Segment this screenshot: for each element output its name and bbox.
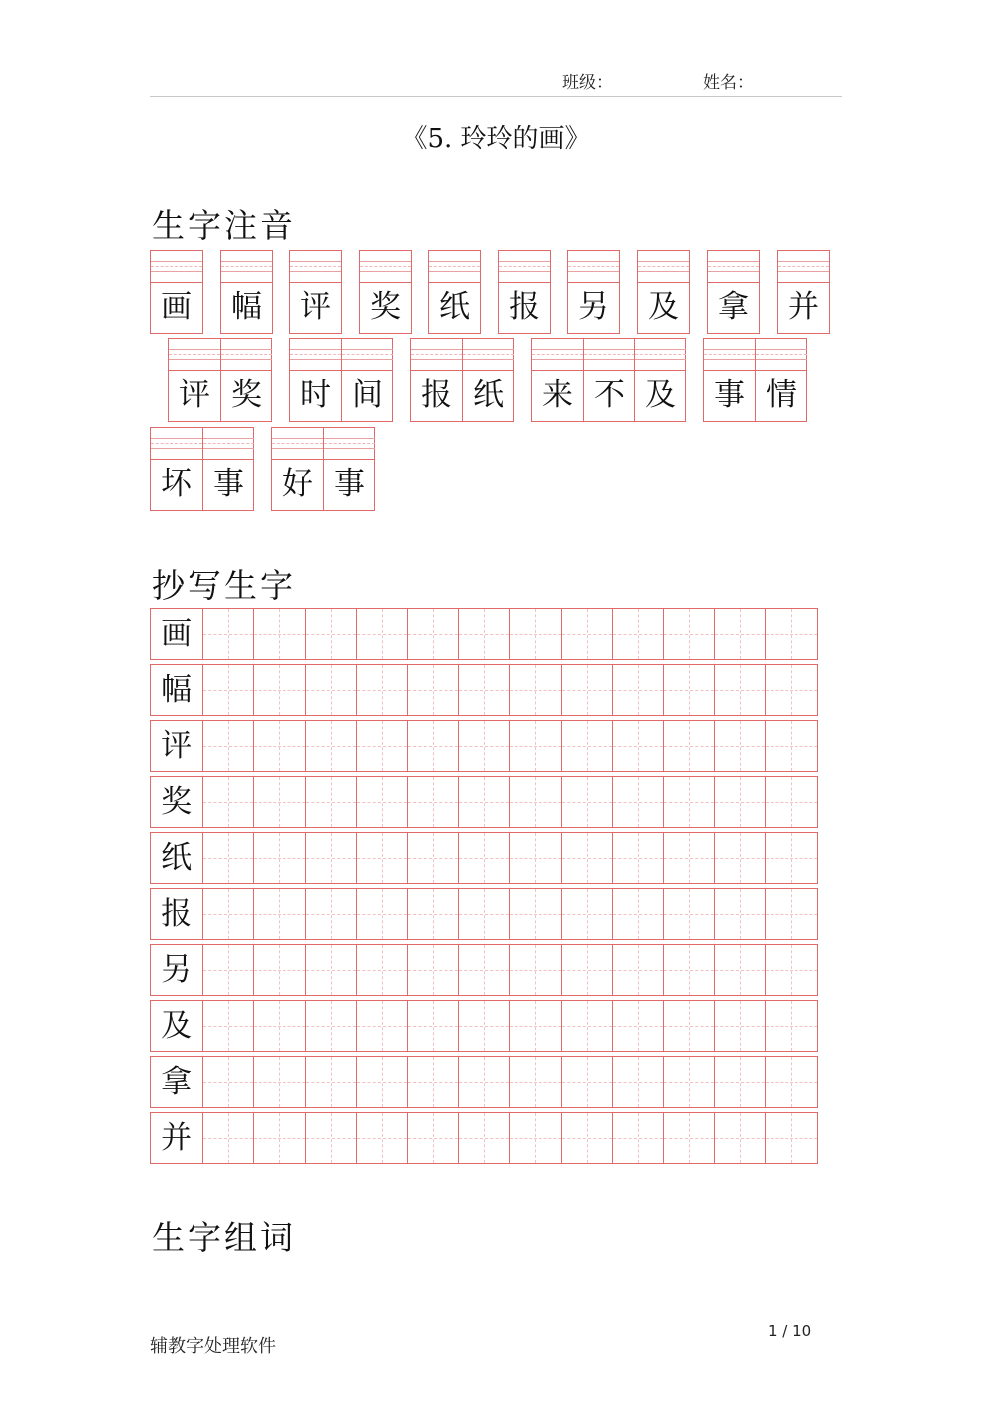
practice-cell[interactable] [765, 777, 816, 827]
pinyin-writing-lines[interactable] [151, 428, 202, 460]
practice-cell[interactable] [663, 889, 714, 939]
practice-cell[interactable] [305, 1113, 356, 1163]
pinyin-cell [429, 251, 480, 333]
practice-cell[interactable] [765, 1113, 816, 1163]
character: 来 [542, 377, 573, 413]
practice-cell[interactable] [561, 721, 612, 771]
practice-cell[interactable] [765, 945, 816, 995]
practice-cell[interactable] [509, 721, 560, 771]
pinyin-cell [220, 339, 272, 421]
practice-cell[interactable] [663, 665, 714, 715]
practice-cell[interactable] [253, 665, 304, 715]
pinyin-cell [290, 339, 341, 421]
pinyin-box [168, 338, 272, 422]
model-character-cell [151, 945, 202, 995]
practice-cell[interactable] [305, 609, 356, 659]
pinyin-cell [778, 251, 829, 333]
pinyin-box [707, 250, 760, 334]
copy-row [150, 608, 818, 660]
practice-cell[interactable] [612, 833, 663, 883]
pinyin-box [289, 338, 393, 422]
practice-cell[interactable] [714, 609, 765, 659]
practice-cell[interactable] [509, 1001, 560, 1051]
practice-cell[interactable] [561, 1001, 612, 1051]
copy-row [150, 944, 818, 996]
practice-cell[interactable] [305, 665, 356, 715]
pinyin-writing-lines[interactable] [635, 339, 686, 371]
practice-cell[interactable] [612, 665, 663, 715]
practice-cell[interactable] [253, 1057, 304, 1107]
pinyin-cell [499, 251, 550, 333]
practice-cell[interactable] [202, 721, 253, 771]
practice-cell[interactable] [253, 777, 304, 827]
practice-cell[interactable] [407, 1001, 458, 1051]
practice-cell[interactable] [561, 833, 612, 883]
pinyin-cell [341, 339, 393, 421]
practice-cell[interactable] [714, 889, 765, 939]
pinyin-writing-lines[interactable] [203, 428, 254, 460]
character: 幅 [231, 289, 262, 325]
copy-row [150, 1056, 818, 1108]
practice-cell[interactable] [253, 721, 304, 771]
model-character: 报 [161, 896, 193, 932]
practice-cell[interactable] [663, 721, 714, 771]
pinyin-writing-lines[interactable] [429, 251, 480, 283]
practice-cell[interactable] [765, 1057, 816, 1107]
character: 情 [766, 377, 797, 413]
practice-cell[interactable] [663, 833, 714, 883]
practice-cell[interactable] [458, 777, 509, 827]
practice-cell[interactable] [458, 889, 509, 939]
footer-software: 辅教字处理软件 [150, 1336, 276, 1357]
practice-cell[interactable] [356, 833, 407, 883]
practice-cell[interactable] [253, 609, 304, 659]
pinyin-cell [704, 339, 755, 421]
practice-cell[interactable] [356, 945, 407, 995]
pinyin-writing-lines[interactable] [638, 251, 689, 283]
practice-cell[interactable] [561, 1057, 612, 1107]
pinyin-writing-lines[interactable] [360, 251, 411, 283]
character: 及 [648, 289, 679, 325]
practice-cell[interactable] [407, 609, 458, 659]
practice-cell[interactable] [356, 609, 407, 659]
pinyin-box [531, 338, 686, 422]
copy-row [150, 776, 818, 828]
practice-cell[interactable] [305, 1001, 356, 1051]
practice-cell[interactable] [253, 833, 304, 883]
model-character-cell [151, 777, 202, 827]
practice-cell[interactable] [765, 609, 816, 659]
practice-cell[interactable] [714, 665, 765, 715]
pinyin-cell [151, 428, 202, 510]
character: 不 [594, 377, 625, 413]
pinyin-writing-lines[interactable] [756, 339, 807, 371]
character: 事 [714, 377, 745, 413]
model-character: 画 [161, 616, 193, 652]
pinyin-box [637, 250, 690, 334]
pinyin-writing-lines[interactable] [221, 251, 272, 283]
character: 奖 [231, 377, 262, 413]
pinyin-cell [568, 251, 619, 333]
model-character: 拿 [161, 1064, 193, 1100]
pinyin-box [150, 250, 203, 334]
practice-cell[interactable] [202, 945, 253, 995]
pinyin-box [289, 250, 342, 334]
practice-cell[interactable] [253, 1113, 304, 1163]
pinyin-cell [290, 251, 341, 333]
practice-cell[interactable] [407, 665, 458, 715]
practice-cell[interactable] [561, 665, 612, 715]
practice-cell[interactable] [561, 777, 612, 827]
pinyin-writing-lines[interactable] [708, 251, 759, 283]
practice-cell[interactable] [458, 833, 509, 883]
character: 奖 [370, 289, 401, 325]
practice-cell[interactable] [612, 1001, 663, 1051]
practice-cell[interactable] [765, 833, 816, 883]
character: 时 [300, 377, 331, 413]
character: 坏 [161, 466, 192, 502]
pinyin-writing-lines[interactable] [169, 339, 220, 371]
practice-cell[interactable] [509, 1113, 560, 1163]
practice-cell[interactable] [509, 665, 560, 715]
pinyin-writing-lines[interactable] [778, 251, 829, 283]
practice-cell[interactable] [561, 609, 612, 659]
character: 报 [509, 289, 540, 325]
practice-cell[interactable] [458, 721, 509, 771]
practice-cell[interactable] [305, 889, 356, 939]
practice-cell[interactable] [714, 1057, 765, 1107]
practice-cell[interactable] [663, 609, 714, 659]
pinyin-box [150, 427, 254, 511]
practice-cell[interactable] [663, 945, 714, 995]
model-character: 另 [161, 952, 193, 988]
character: 纸 [473, 377, 504, 413]
pinyin-cell [360, 251, 411, 333]
pinyin-cell [583, 339, 635, 421]
model-character: 幅 [161, 672, 193, 708]
pinyin-cell [202, 428, 254, 510]
pinyin-box [567, 250, 620, 334]
practice-cell[interactable] [663, 1057, 714, 1107]
practice-cell[interactable] [765, 665, 816, 715]
character: 纸 [439, 289, 470, 325]
practice-cell[interactable] [407, 945, 458, 995]
pinyin-cell [221, 251, 272, 333]
practice-cell[interactable] [407, 1113, 458, 1163]
practice-cell[interactable] [765, 889, 816, 939]
practice-cell[interactable] [509, 833, 560, 883]
practice-cell[interactable] [458, 665, 509, 715]
practice-cell[interactable] [509, 1057, 560, 1107]
pinyin-cell [634, 339, 686, 421]
page-number: 1 / 10 [768, 1322, 812, 1340]
character: 好 [282, 466, 313, 502]
practice-cell[interactable] [202, 833, 253, 883]
practice-cell[interactable] [714, 833, 765, 883]
character: 并 [788, 289, 819, 325]
practice-cell[interactable] [407, 721, 458, 771]
pinyin-writing-lines[interactable] [704, 339, 755, 371]
pinyin-cell [169, 339, 220, 421]
pinyin-writing-lines[interactable] [221, 339, 272, 371]
practice-cell[interactable] [458, 1057, 509, 1107]
model-character-cell [151, 889, 202, 939]
pinyin-writing-lines[interactable] [568, 251, 619, 283]
section-words-heading: 生字组词 [152, 1218, 296, 1257]
pinyin-writing-lines[interactable] [290, 339, 341, 371]
practice-cell[interactable] [612, 609, 663, 659]
section-pinyin-heading: 生字注音 [152, 206, 296, 245]
practice-cell[interactable] [356, 889, 407, 939]
practice-cell[interactable] [714, 721, 765, 771]
practice-cell[interactable] [458, 609, 509, 659]
pinyin-writing-lines[interactable] [151, 251, 202, 283]
practice-cell[interactable] [561, 945, 612, 995]
class-label: 班级： [562, 73, 613, 93]
model-character-cell [151, 1113, 202, 1163]
practice-cell[interactable] [765, 1001, 816, 1051]
worksheet-title: 《5. 玲玲的画》 [401, 124, 591, 154]
practice-cell[interactable] [458, 1113, 509, 1163]
copy-row [150, 832, 818, 884]
pinyin-box [703, 338, 807, 422]
character: 画 [161, 289, 192, 325]
practice-cell[interactable] [356, 1057, 407, 1107]
pinyin-writing-lines[interactable] [290, 251, 341, 283]
practice-cell[interactable] [407, 833, 458, 883]
pinyin-writing-lines[interactable] [411, 339, 462, 371]
pinyin-cell [638, 251, 689, 333]
practice-cell[interactable] [714, 777, 765, 827]
copy-row [150, 720, 818, 772]
character: 事 [213, 466, 244, 502]
pinyin-writing-lines[interactable] [324, 428, 375, 460]
practice-cell[interactable] [509, 889, 560, 939]
practice-cell[interactable] [663, 1113, 714, 1163]
character: 评 [179, 377, 210, 413]
practice-cell[interactable] [305, 777, 356, 827]
practice-cell[interactable] [356, 777, 407, 827]
model-character: 纸 [161, 840, 193, 876]
practice-cell[interactable] [202, 1113, 253, 1163]
copy-row [150, 1000, 818, 1052]
practice-cell[interactable] [407, 889, 458, 939]
practice-cell[interactable] [663, 777, 714, 827]
practice-cell[interactable] [663, 1001, 714, 1051]
character: 评 [300, 289, 331, 325]
practice-cell[interactable] [253, 1001, 304, 1051]
character: 间 [352, 377, 383, 413]
pinyin-box [220, 250, 273, 334]
practice-cell[interactable] [612, 945, 663, 995]
practice-cell[interactable] [305, 1057, 356, 1107]
copy-row [150, 664, 818, 716]
section-copy-heading: 抄写生字 [152, 566, 296, 605]
model-character-cell [151, 1001, 202, 1051]
practice-cell[interactable] [765, 721, 816, 771]
character: 另 [578, 289, 609, 325]
model-character-cell [151, 833, 202, 883]
pinyin-cell [411, 339, 462, 421]
practice-cell[interactable] [458, 1001, 509, 1051]
practice-cell[interactable] [305, 945, 356, 995]
model-character: 奖 [161, 784, 193, 820]
character: 及 [645, 377, 676, 413]
practice-cell[interactable] [202, 609, 253, 659]
practice-cell[interactable] [305, 833, 356, 883]
practice-cell[interactable] [356, 1001, 407, 1051]
name-label: 姓名： [703, 73, 754, 93]
pinyin-cell [462, 339, 514, 421]
copy-row [150, 1112, 818, 1164]
character: 报 [421, 377, 452, 413]
model-character-cell [151, 665, 202, 715]
practice-cell[interactable] [305, 721, 356, 771]
model-character-cell [151, 1057, 202, 1107]
practice-cell[interactable] [458, 945, 509, 995]
pinyin-writing-lines[interactable] [584, 339, 635, 371]
pinyin-cell [323, 428, 375, 510]
pinyin-cell [708, 251, 759, 333]
practice-cell[interactable] [253, 889, 304, 939]
model-character: 并 [161, 1120, 193, 1156]
pinyin-cell [532, 339, 583, 421]
practice-cell[interactable] [612, 777, 663, 827]
practice-cell[interactable] [202, 889, 253, 939]
practice-cell[interactable] [509, 609, 560, 659]
practice-cell[interactable] [202, 1001, 253, 1051]
practice-cell[interactable] [612, 1113, 663, 1163]
pinyin-box [498, 250, 551, 334]
practice-cell[interactable] [202, 777, 253, 827]
practice-cell[interactable] [356, 1113, 407, 1163]
pinyin-cell [272, 428, 323, 510]
practice-cell[interactable] [612, 1057, 663, 1107]
practice-cell[interactable] [509, 777, 560, 827]
pinyin-box [777, 250, 830, 334]
practice-cell[interactable] [407, 777, 458, 827]
pinyin-box [271, 427, 375, 511]
pinyin-box [428, 250, 481, 334]
character: 拿 [718, 289, 749, 325]
header-divider [150, 96, 842, 97]
pinyin-writing-lines[interactable] [532, 339, 583, 371]
model-character-cell [151, 721, 202, 771]
practice-cell[interactable] [253, 945, 304, 995]
practice-cell[interactable] [356, 665, 407, 715]
practice-cell[interactable] [561, 1113, 612, 1163]
character: 事 [334, 466, 365, 502]
pinyin-writing-lines[interactable] [463, 339, 514, 371]
practice-cell[interactable] [714, 945, 765, 995]
practice-cell[interactable] [509, 945, 560, 995]
practice-cell[interactable] [202, 1057, 253, 1107]
pinyin-writing-lines[interactable] [499, 251, 550, 283]
practice-cell[interactable] [407, 1057, 458, 1107]
model-character: 及 [161, 1008, 193, 1044]
copy-row [150, 888, 818, 940]
practice-cell[interactable] [356, 721, 407, 771]
practice-cell[interactable] [714, 1001, 765, 1051]
pinyin-cell [755, 339, 807, 421]
pinyin-writing-lines[interactable] [272, 428, 323, 460]
practice-cell[interactable] [714, 1113, 765, 1163]
pinyin-cell [151, 251, 202, 333]
model-character-cell [151, 609, 202, 659]
pinyin-writing-lines[interactable] [342, 339, 393, 371]
practice-cell[interactable] [612, 889, 663, 939]
model-character: 评 [161, 728, 193, 764]
practice-cell[interactable] [202, 665, 253, 715]
pinyin-box [359, 250, 412, 334]
pinyin-box [410, 338, 514, 422]
practice-cell[interactable] [561, 889, 612, 939]
practice-cell[interactable] [612, 721, 663, 771]
